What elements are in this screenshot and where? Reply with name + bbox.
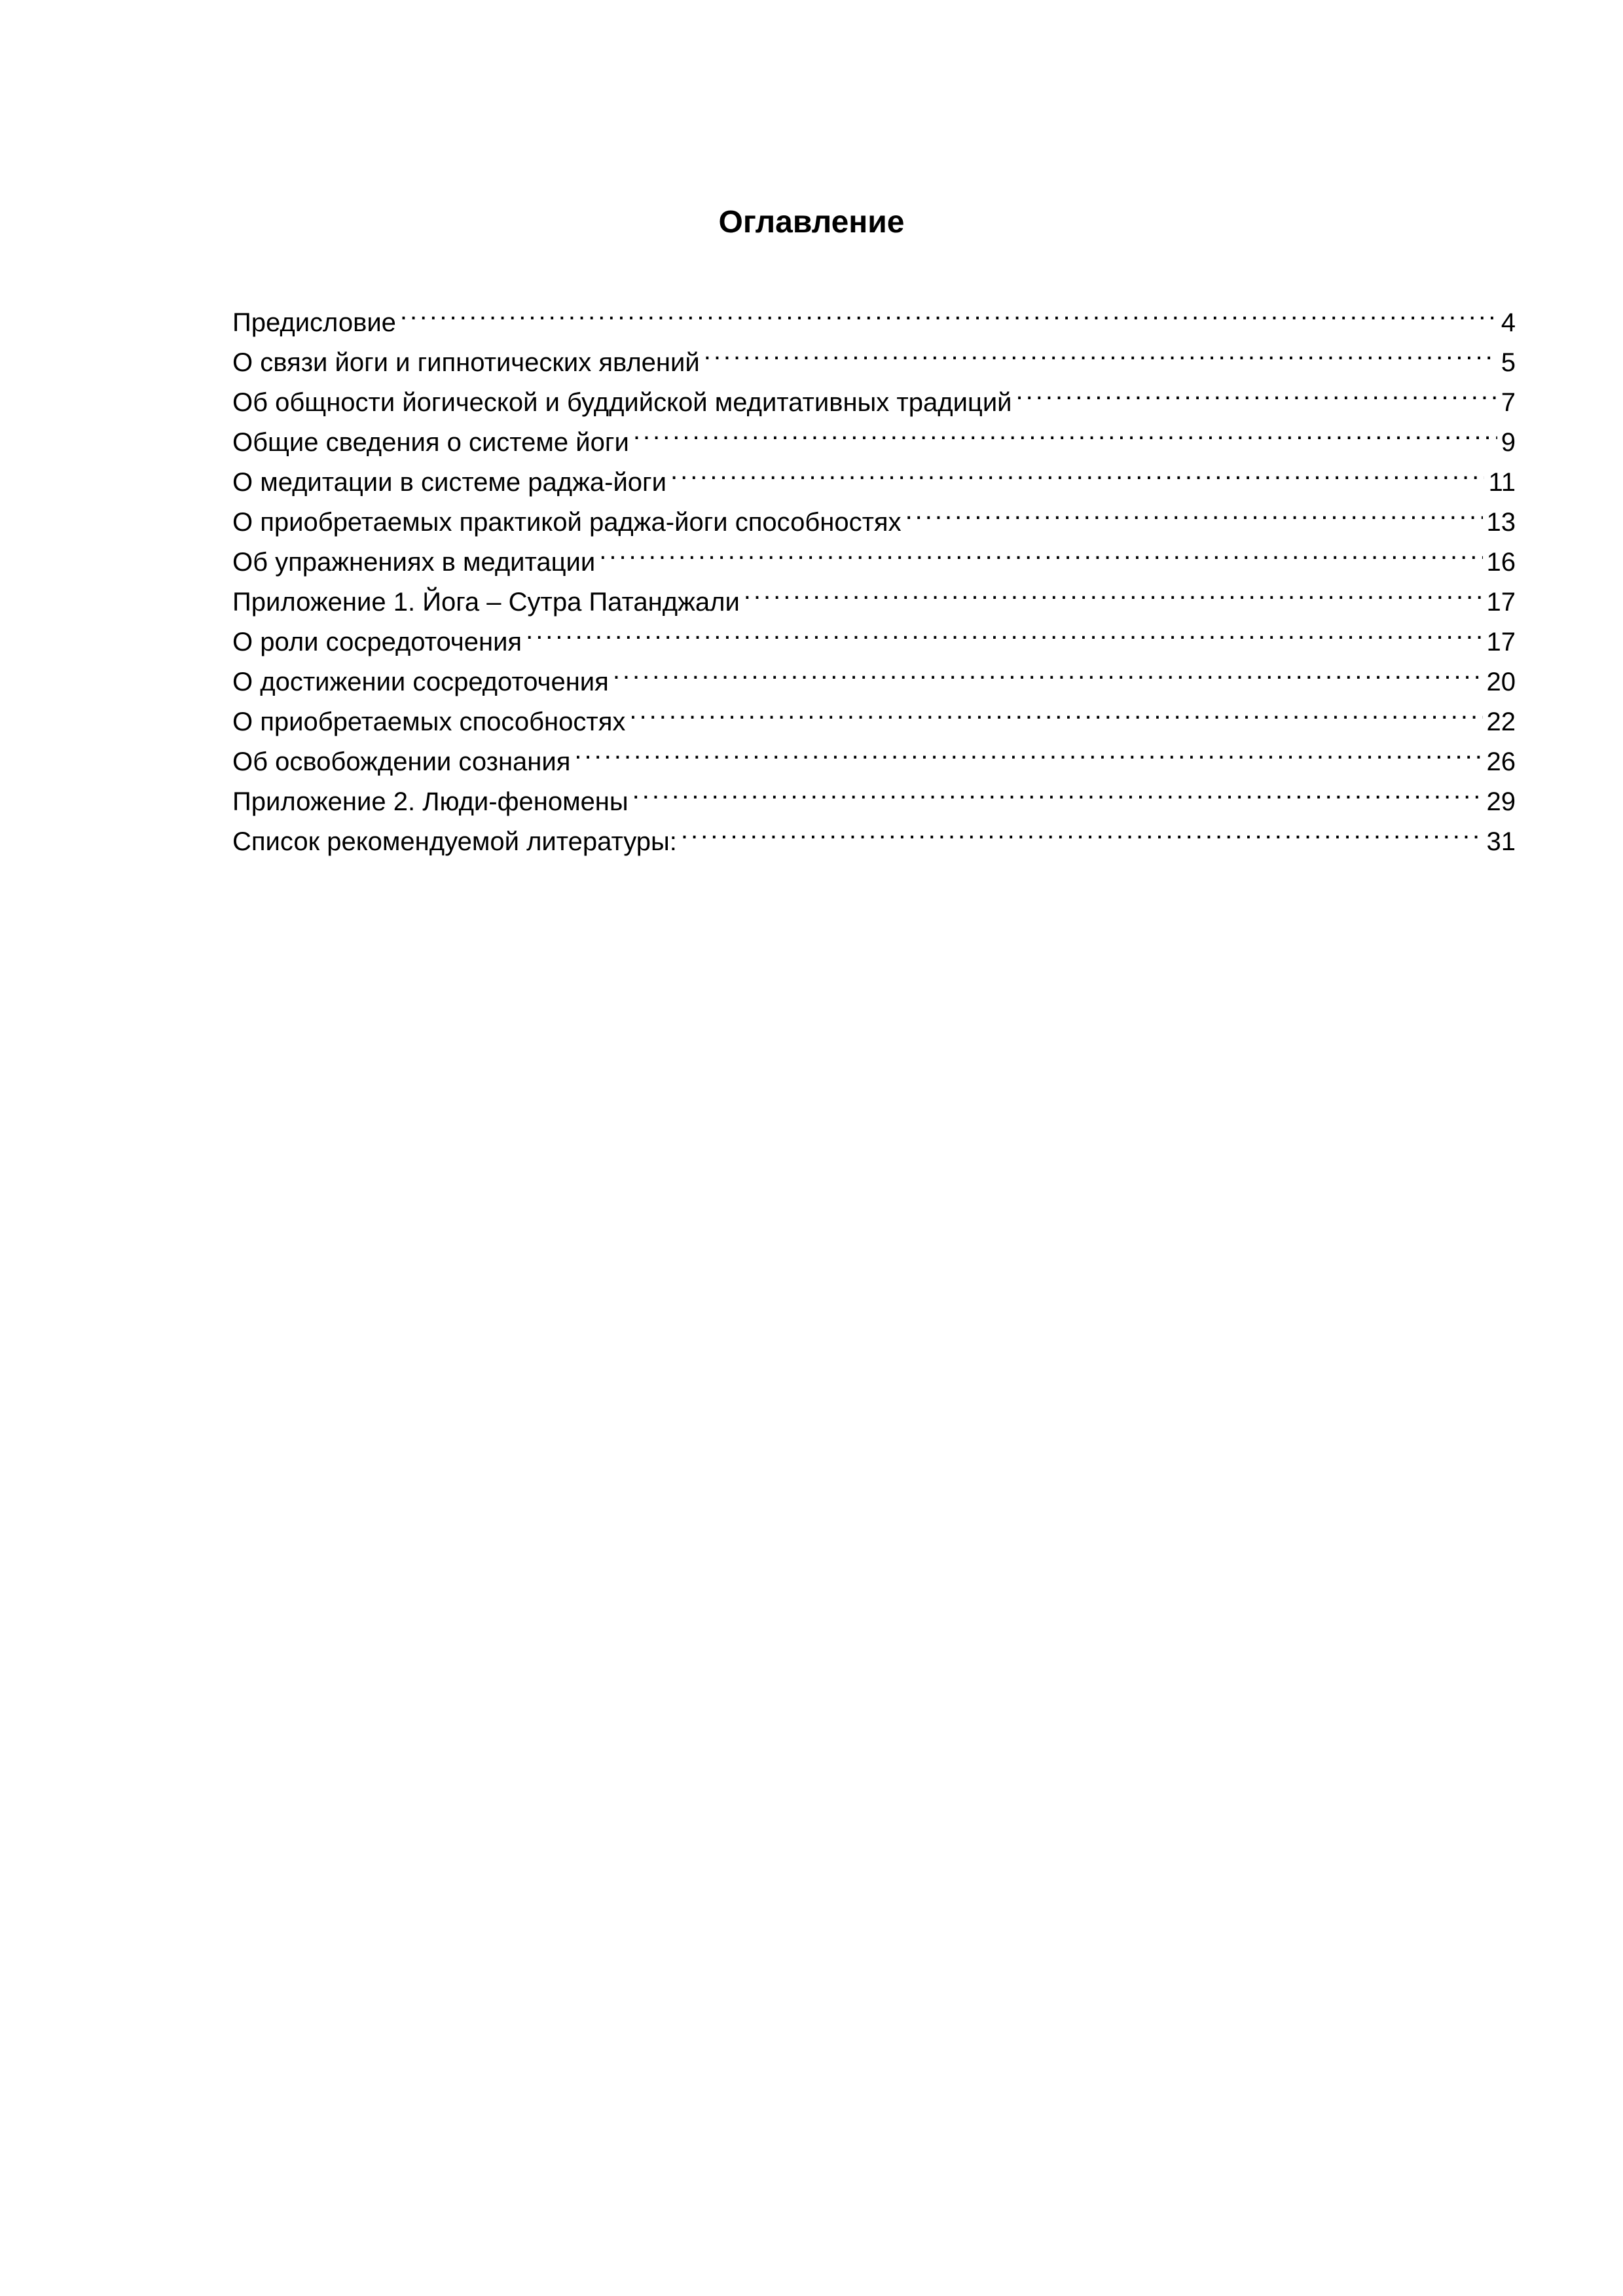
- toc-entry-title: Список рекомендуемой литературы:: [232, 827, 677, 856]
- toc-entry-page: 7: [1501, 388, 1516, 417]
- dot-leader: [613, 651, 1483, 691]
- toc-entry-title: О медитации в системе раджа-йоги: [232, 468, 666, 497]
- dot-leader: [633, 411, 1497, 451]
- dot-leader: [1016, 371, 1497, 411]
- toc-entry-title: О приобретаемых способностях: [232, 708, 626, 736]
- dot-leader: [744, 571, 1483, 611]
- toc-entry-page: 9: [1501, 428, 1516, 457]
- toc-entry-page: 13: [1486, 508, 1516, 537]
- dot-leader: [905, 491, 1483, 531]
- toc-entry-title: Об общности йогической и буддийской медитативных традиций: [232, 388, 1012, 417]
- toc-entry-page: 4: [1501, 308, 1516, 337]
- dot-leader: [670, 451, 1485, 491]
- toc-entry-title: О приобретаемых практикой раджа-йоги способностях: [232, 508, 902, 537]
- toc-entry-page: 20: [1486, 668, 1516, 696]
- dot-leader: [681, 810, 1483, 850]
- toc-entry-title: О достижении сосредоточения: [232, 668, 609, 696]
- toc-entry-page: 29: [1486, 787, 1516, 816]
- toc-entry-page: 17: [1486, 588, 1516, 617]
- dot-leader: [574, 730, 1482, 770]
- toc-entry-page: 11: [1488, 468, 1516, 497]
- toc-entry-title: Общие сведения о системе йоги: [232, 428, 629, 457]
- toc-entry-page: 26: [1486, 747, 1516, 776]
- toc-entry-page: 17: [1486, 628, 1516, 656]
- toc-entry-title: О связи йоги и гипнотических явлений: [232, 348, 700, 377]
- toc-entry[interactable]: [232, 331, 1516, 377]
- toc-entry-title: Приложение 1. Йога – Сутра Патанджали: [232, 588, 740, 617]
- dot-leader: [526, 611, 1482, 651]
- dot-leader: [599, 531, 1482, 571]
- toc-entry-page: 5: [1501, 348, 1516, 377]
- toc-entry-title: Предисловие: [232, 308, 396, 337]
- dot-leader: [400, 291, 1497, 331]
- toc-entry-page: 22: [1486, 708, 1516, 736]
- toc-heading: Оглавление: [718, 205, 905, 240]
- table-of-contents: [232, 291, 1516, 856]
- dot-leader: [629, 691, 1482, 730]
- toc-entry-title: О роли сосредоточения: [232, 628, 522, 656]
- dot-leader: [632, 770, 1483, 810]
- toc-entry-title: Об освобождении сознания: [232, 747, 571, 776]
- toc-entry-page: 16: [1486, 548, 1516, 577]
- toc-entry-page: 31: [1486, 827, 1516, 856]
- dot-leader: [704, 331, 1497, 371]
- toc-entry-title: Об упражнениях в медитации: [232, 548, 596, 577]
- toc-entry-title: Приложение 2. Люди-феномены: [232, 787, 629, 816]
- toc-entry[interactable]: [232, 291, 1516, 337]
